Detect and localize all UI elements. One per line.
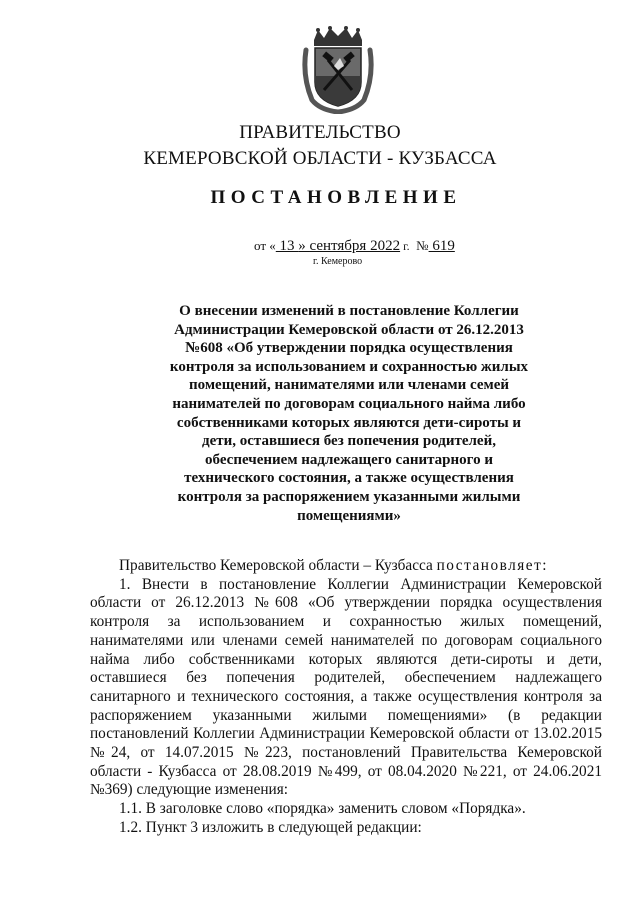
number-sign: № — [416, 238, 429, 253]
document-dateline — [254, 238, 455, 255]
date-prefix: от « — [254, 238, 276, 253]
document-subject: О внесении изменений в постановление Коллегии Администрации Кемеровской области от 26.12.2013 №608 «Об утверждении порядка осуществления контроля за использованием и сохранностью жилых помещений, нанимателями или членами семей нанимателей по договорам социального найма либо собственниками которых являются дети-сироты и дети, оставшиеся без попечения родителей, обеспечением надлежащего санитарного и технического состояния, а также осуществления контроля за распоряжением указанными жилыми помещениями» — [169, 303, 529, 524]
item-1-paragraph: 1. Внести в постановление Коллегии Администрации Кемеровской области от 26.12.2013 №608 «Об утверждении порядка осуществления контроля за использованием и сохранностью жилых помещений, нанимателями или членами семей нанимателей по договорам социального найма либо собственниками которых являются дети-сироты и дети, оставшиеся без попечения родителей, обеспечением надлежащего санитарного и технического состояния, а также осуществления контроля за распоряжением указанными жилыми помещениями» (в редакции постановлений Коллегии Администрации Кемеровской области от 13.02.2015 №24, от 14.07.2015 №223, постановлений Правительства Кемеровской области - Кузбасса от 28.08.2019 №499, от 08.04.2020 №221, от 24.06.2021 №369) следующие изменения: — [90, 575, 602, 799]
government-title-line2: КЕМЕРОВСКОЙ ОБЛАСТИ - КУЗБАССА — [143, 148, 497, 169]
preamble-verb: постановляет — [436, 557, 543, 574]
preamble-start: Правительство Кемеровской области – Кузбасса — [119, 557, 437, 574]
document-city: г. Кемерово — [313, 256, 363, 267]
item-1-2-paragraph: 1.2. Пункт 3 изложить в следующей редакции: — [119, 818, 422, 836]
document-number: 619 — [428, 238, 455, 254]
date-year-suffix: г. — [400, 239, 410, 253]
government-title-line1: ПРАВИТЕЛЬСТВО — [239, 122, 401, 143]
document-body — [90, 557, 602, 838]
kemerovo-coat-of-arms-icon — [300, 26, 376, 114]
preamble-paragraph — [90, 557, 602, 576]
document-type-heading: ПОСТАНОВЛЕНИЕ — [210, 187, 462, 208]
date-day: 13 — [275, 238, 299, 254]
date-quote: » — [298, 238, 310, 254]
item-1-1-paragraph: 1.1. В заголовке слово «порядка» заменить словом «Порядка». — [119, 800, 526, 818]
date-month-year: сентября 2022 — [309, 238, 401, 254]
preamble-end: : — [542, 557, 547, 574]
